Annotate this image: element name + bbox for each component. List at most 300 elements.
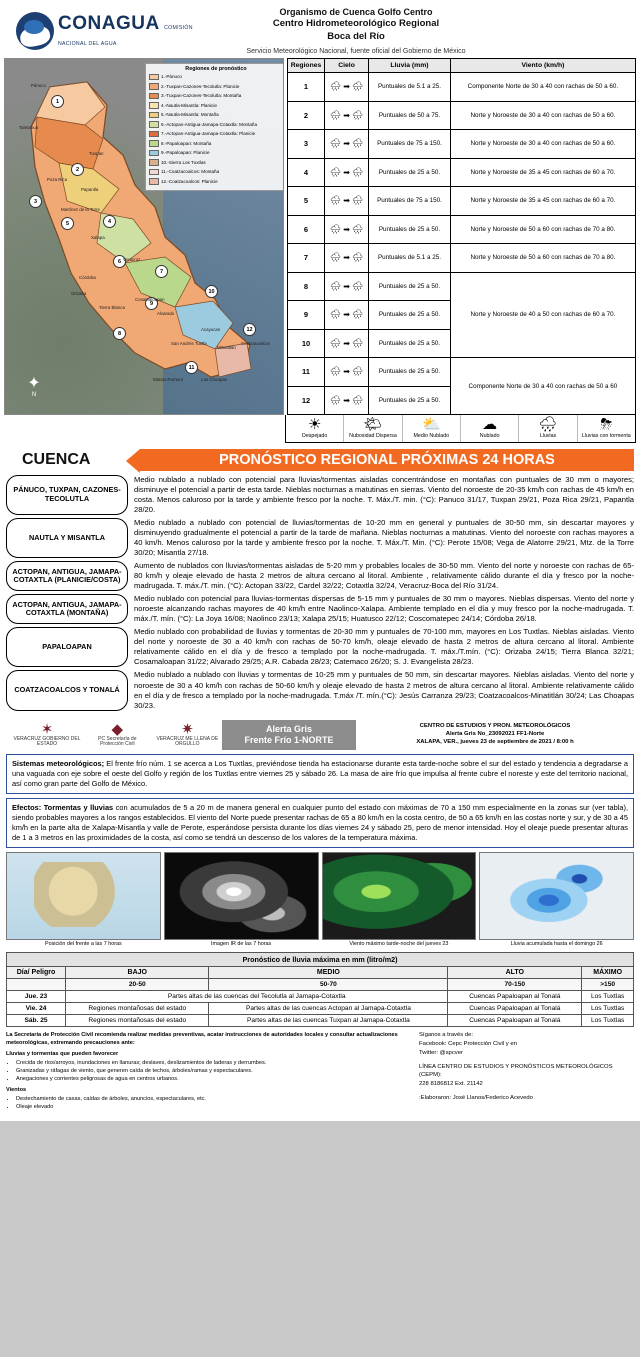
cell-lluvia: Puntuales de 5.1 a 25. xyxy=(369,73,451,102)
fh-maximo: MÁXIMO xyxy=(582,966,634,978)
table-row xyxy=(288,187,636,216)
satellite-image-strip xyxy=(0,852,640,950)
compass-rose-icon xyxy=(21,376,47,402)
cell-region: 6 xyxy=(288,215,325,244)
effects-paragraph xyxy=(6,798,634,848)
cell-lluvia: Puntuales de 25 a 50. xyxy=(369,301,451,330)
cell-cielo xyxy=(325,73,369,102)
city-label: Minatitlán xyxy=(217,345,236,351)
logo-label: VERACRUZ GOBIERNO DEL ESTADO xyxy=(13,735,81,748)
table-row xyxy=(288,215,636,244)
logo-subtitle: COMISIÓN NACIONAL DEL AGUA xyxy=(58,24,193,47)
cloud-rain-icon: 🌧 xyxy=(351,166,364,177)
arrow-right-icon: ➡ xyxy=(343,139,350,149)
map-zone-12: 12 xyxy=(243,323,256,336)
fh-day: Día/ Peligro xyxy=(7,966,66,978)
region-row xyxy=(6,627,634,667)
region-name: ACTOPAN, ANTIGUA, JAMAPA-COTAXTLA (MONTAÑA) xyxy=(6,594,128,624)
max-wind-map xyxy=(322,852,477,940)
conagua-logo-icon xyxy=(16,12,54,50)
cell-region: 8 xyxy=(288,272,325,301)
forecast-banner: PRONÓSTICO REGIONAL PRÓXIMAS 24 HORAS xyxy=(140,449,634,471)
cloud-rain-icon: 🌧 xyxy=(329,81,342,92)
city-label: Coatzacoalcos xyxy=(241,341,270,347)
bullet: • Granizadas y ráfagas de viento, que generen caída de techos, árboles/ramas y espectaculares. xyxy=(16,1067,411,1075)
forecast-day: Jue. 23 xyxy=(7,990,66,1002)
legend-swatch xyxy=(149,140,159,147)
cloud-rain-icon: 🌧 xyxy=(329,138,342,149)
map-zone-6: 6 xyxy=(113,255,126,268)
cloud-rain-icon: 🌧 xyxy=(329,166,342,177)
cell-cielo xyxy=(325,130,369,159)
cell-lluvia: Puntuales de 25 a 50. xyxy=(369,358,451,387)
alert-badge xyxy=(222,720,356,751)
forecast-regions-map xyxy=(4,58,284,415)
cell-region: 2 xyxy=(288,101,325,130)
region-row xyxy=(6,561,634,591)
image-accumulated-rain xyxy=(479,852,634,948)
cell-cielo xyxy=(325,244,369,273)
range-maximo: >150 xyxy=(582,978,634,990)
forecast-bajo: Partes altas de las cuencas del Tecolutla al Jamapa-Cotaxtla xyxy=(66,990,448,1002)
cell-viento: Norte y Noroeste de 50 a 60 con rachas de 70 a 80. xyxy=(450,244,635,273)
legend-item xyxy=(149,140,283,147)
alert-badge-line2: Frente Frío 1-NORTE xyxy=(244,734,334,745)
forecast-maximo: Los Tuxtlas xyxy=(582,1014,634,1026)
region-text: Medio nublado a nublado con lluvias y tormentas de 10-25 mm y puntuales de 50 mm, sin descartar mayores. Nieblas aisladas. Viento del norte y noroeste de 30 a 40 km/h con rachas de 50-60 km/h y oleaje elevado de hasta 2 metros de altura cercano al litoral. Ambiente relativamente cálido en el día y de fresco a templado por la noche-madrugada. T.máx /T. mín.(°C): Jesús Carranza 29/23; Coatzacoalcos-Minatitlán 30/24; Las Choapas 30/23. xyxy=(134,670,634,710)
government-logos xyxy=(6,722,222,748)
bullet: • Crecida de ríos/arroyos, inundaciones en llanuras; deslaves, deslizamientos de laderas y derrumbes. xyxy=(16,1059,411,1067)
legend-swatch xyxy=(149,178,159,185)
fh-bajo: BAJO xyxy=(66,966,209,978)
legend-item xyxy=(149,83,283,90)
fh-medio: MEDIO xyxy=(209,966,448,978)
cell-lluvia: Puntuales de 25 a 50. xyxy=(369,272,451,301)
rain-forecast-table xyxy=(6,952,634,1027)
cloud-rain-icon: 🌧 xyxy=(351,394,364,405)
legend-despejado xyxy=(286,415,344,442)
legend-label: 3.-Tuxpan-Cazones-Tecolutla: Montaña xyxy=(161,93,242,99)
top-section xyxy=(0,58,640,415)
arrow-right-icon: ➡ xyxy=(343,310,350,320)
th-viento: Viento (km/h) xyxy=(450,59,635,73)
legend-label: 2.-Tuxpan-Cazones-Tecolutla: Planicie xyxy=(161,83,240,89)
legend-swatch xyxy=(149,112,159,119)
cloud-rain-icon: 🌧 xyxy=(351,337,364,348)
cell-lluvia: Puntuales de 25 a 50. xyxy=(369,158,451,187)
legend-swatch xyxy=(149,74,159,81)
cell-lluvia: Puntuales de 25 a 50. xyxy=(369,215,451,244)
arrow-right-icon: ➡ xyxy=(343,224,350,234)
legend-item xyxy=(149,169,283,176)
arrow-right-icon: ➡ xyxy=(343,395,350,405)
table-row xyxy=(288,358,636,387)
region-name: PAPALOAPAN xyxy=(6,627,128,667)
city-label: Cosamaloapan xyxy=(135,297,165,303)
region-name: COATZACOALCOS Y TONALÁ xyxy=(6,670,128,710)
legend-caption: Lluvias con tormenta xyxy=(581,433,631,440)
map-zone-7: 7 xyxy=(155,265,168,278)
cloud-rain-icon: 🌧 xyxy=(329,252,342,263)
cell-cielo xyxy=(325,329,369,358)
legend-medio-nublado xyxy=(403,415,461,442)
wind-bullets xyxy=(16,1095,411,1111)
city-label: Matías Romero xyxy=(153,377,184,383)
region-row xyxy=(6,475,634,515)
cell-lluvia: Puntuales de 75 a 150. xyxy=(369,187,451,216)
table-row xyxy=(288,244,636,273)
forecast-bajo: Regiones montañosas del estado xyxy=(66,1002,209,1014)
legend-caption: Despejado xyxy=(302,433,328,440)
cloud-rain-icon: 🌧 xyxy=(351,138,364,149)
range-medio: 50-70 xyxy=(209,978,448,990)
authors: :Elaboraron: José Llanos/Federico Acevedo xyxy=(419,1095,533,1102)
cell-region: 1 xyxy=(288,73,325,102)
arrow-right-icon: ➡ xyxy=(343,110,350,120)
forecast-alto: Cuencas Papaloapan al Tonalá xyxy=(448,990,582,1002)
city-label: Acayucan xyxy=(201,327,221,333)
legend-item xyxy=(149,131,283,138)
range-bajo: 20-50 xyxy=(66,978,209,990)
forecast-day: Sáb. 25 xyxy=(7,1014,66,1026)
arrow-right-icon: ➡ xyxy=(343,253,350,263)
legend-label: 5.-Nautla-Misantla: Montaña xyxy=(161,112,219,118)
cloud-rain-icon: 🌧 xyxy=(329,223,342,234)
cell-region: 11 xyxy=(288,358,325,387)
cloud-rain-icon: 🌧 xyxy=(351,81,364,92)
systems-text: El frente frío núm. 1 se acerca a Los Tuxtlas, previéndose tienda ha estacionarse durante esta tarde-noche sobre el sur del estado y tendencia a degradarse a una vaguada con eje sobre el oeste del Golfo y región de los Tuxtlas entre viernes 25 y sábado 26. La masa de aire frío que impulsa al frente cubre el noreste y este del territorio nacional, así como gran parte del Golfo de México. xyxy=(12,759,628,789)
image-max-wind xyxy=(322,852,477,948)
city-label: Xalapa xyxy=(91,235,105,241)
legend-caption: Nubosidad Dispersa xyxy=(349,433,397,440)
arrow-right-icon: ➡ xyxy=(343,338,350,348)
cell-viento: Componente Norte de 30 a 40 con rachas de 50 a 60 xyxy=(450,358,635,415)
cell-lluvia: Puntuales de 5.1 a 25. xyxy=(369,244,451,273)
cloud-rain-icon: 🌧 xyxy=(329,337,342,348)
forecast-medio: Partes altas de las cuencas Tuxpan al Jamapa-Cotaxtla xyxy=(209,1014,448,1026)
city-label: Papantla xyxy=(81,187,99,193)
legend-caption: Medio Nublado xyxy=(413,433,450,440)
cell-cielo xyxy=(325,301,369,330)
legend-swatch xyxy=(149,93,159,100)
region-name: ACTOPAN, ANTIGUA, JAMAPA-COTAXTLA (PLANICIE/COSTA) xyxy=(6,561,128,591)
table-row xyxy=(288,101,636,130)
legend-nublado xyxy=(461,415,519,442)
map-legend xyxy=(145,63,284,191)
effects-text: con acumulados de 5 a 20 m de manera general en cualquier punto del estado con máximas de 70 a 150 mm especialmente en la zonas sur (ver tabla), siendo probables mayores a los rangos establecidos. El viento del Norte puede presentar rachas de 65 a 80 km/h en la costa centro, de 50 a 65 km/h en las costas norte y sur, y de 30 a 45 km/h en la parte alta de Xalapa-Misantla y valle de Perote, esperándose persista durante los días viernes 24 y sábado 25, pero de menor intensidad. Hoy el oleaje puede presentar alturas de 1 a 3 metros en las proximidades de la costa, así como se tendrá un descenso de los valores de la temperatura máxima. xyxy=(12,803,628,842)
page-header xyxy=(0,0,640,58)
legend-item xyxy=(149,93,283,100)
header-titles xyxy=(196,6,516,56)
legend-item xyxy=(149,178,283,185)
legend-lluvias-tormenta xyxy=(578,415,635,442)
cell-cielo xyxy=(325,358,369,387)
map-legend-title: Regiones de pronóstico xyxy=(185,66,247,73)
veracruz-orgullo-logo xyxy=(153,722,222,748)
table-row xyxy=(288,272,636,301)
star-icon: ✷ xyxy=(181,720,194,738)
regional-forecast-table xyxy=(287,58,636,415)
image-front-position xyxy=(6,852,161,948)
header-line-1: Organismo de Cuenca Golfo Centro xyxy=(279,7,433,17)
cell-region: 3 xyxy=(288,130,325,159)
cloud-rain-icon: 🌧 xyxy=(329,109,342,120)
region-text: Medio nublado a nublado con potencial para lluvias/tormentas aisladas concentrándose en montañas con puntuales de 30 mm o mayores; disminuye el potencial a partir de esta tarde. Nieblas nocturnas a matutinas en sierras. Viento del noroeste de 20-35 km/h con rachas de 45 km/h en costa. Menos caluroso por la tarde y ambiente fresco por la noche. T. Máx./T. min. (°C): Panuco 31/17, Tuxpan 29/21, Poza Rica 29/21, Papantla 28/20. xyxy=(134,475,634,515)
cloud-rain-icon: 🌧 xyxy=(351,223,364,234)
cell-viento: Norte y Noroeste de 50 a 60 con rachas de 70 a 80. xyxy=(450,215,635,244)
cell-cielo xyxy=(325,158,369,187)
forecast-row xyxy=(7,1014,634,1026)
city-label: San Andrés Tuxtla xyxy=(171,341,207,347)
city-label: Martínez de la Torre xyxy=(61,207,100,213)
map-zone-9: 9 xyxy=(145,297,158,310)
table-header-row xyxy=(288,59,636,73)
city-label: Veracruz xyxy=(123,257,141,263)
th-lluvia: Lluvia (mm) xyxy=(369,59,451,73)
city-label: Alvarado xyxy=(157,311,175,317)
table-row xyxy=(288,158,636,187)
legend-item xyxy=(149,150,283,157)
image-caption: Posición del frente a las 7 horas xyxy=(45,940,122,947)
region-name: PÁNUCO, TUXPAN, CAZONES-TECOLUTLA xyxy=(6,475,128,515)
table-row xyxy=(288,130,636,159)
cloud-rain-icon: 🌧 xyxy=(329,366,342,377)
cloud-rain-icon: 🌧 xyxy=(351,366,364,377)
alert-info-line3: XALAPA, VER., jueves 23 de septiembre de 2021 / 8:00 h xyxy=(416,738,574,745)
forecast-day: Vie. 24 xyxy=(7,1002,66,1014)
bullet: • Oleaje elevado xyxy=(16,1103,411,1111)
region-row xyxy=(6,670,634,710)
map-zone-3: 3 xyxy=(29,195,42,208)
legend-swatch xyxy=(149,159,159,166)
proteccion-civil-logo xyxy=(88,722,147,748)
arrow-right-icon: ➡ xyxy=(343,167,350,177)
cell-viento: Norte y Noroeste de 35 a 45 con rachas de 60 a 70. xyxy=(450,158,635,187)
rain-icon: 🌧 xyxy=(538,416,558,434)
legend-caption: Nublado xyxy=(479,433,500,440)
map-zone-5: 5 xyxy=(61,217,74,230)
cloud-rain-icon: 🌧 xyxy=(351,280,364,291)
cell-region: 12 xyxy=(288,386,325,415)
cell-cielo xyxy=(325,215,369,244)
shield-icon: ◆ xyxy=(111,720,124,738)
cell-viento: Norte y Noroeste de 35 a 45 con rachas de 60 a 70. xyxy=(450,187,635,216)
alert-info xyxy=(356,723,634,747)
cell-region: 10 xyxy=(288,329,325,358)
forecast-alto: Cuencas Papaloapan al Tonalá xyxy=(448,1014,582,1026)
thunderstorm-icon: ⛈ xyxy=(600,416,613,434)
cloud-rain-icon: 🌧 xyxy=(329,280,342,291)
cloud-rain-icon: 🌧 xyxy=(351,309,364,320)
alert-strip xyxy=(0,718,640,755)
systems-paragraph xyxy=(6,754,634,794)
legend-lluvias xyxy=(519,415,577,442)
arrow-right-icon: ➡ xyxy=(343,367,350,377)
region-text: Medio nublado con probabilidad de lluvias y tormentas de 20-30 mm y puntuales de 70-100 mm, mayores en Los Tuxtlas. Nieblas aisladas. Viento del norte y noroeste de 30 a 40 km/h con rachas de 50-70 km/h, oleaje elevado de hasta 2 metros de altura cercano al litoral. Ambiente relativamente cálido en el día y de fresco a templado por la noche-madrugada. T. máx./T.mín. (°C): Orizaba 24/15; Tierra Blanca 32/21; Cosamaloapan 31/22; Alvarado 29/25; A.R. Cabada 28/23; Catemaco 26/20; S. J. Evangelista 28/23. xyxy=(134,627,634,667)
arrow-right-icon: ➡ xyxy=(343,196,350,206)
legend-item xyxy=(149,74,283,81)
legend-label: 10.-Sierra Los Tuxtlas xyxy=(161,159,206,165)
cell-region: 4 xyxy=(288,158,325,187)
bullet: • Destechamiento de casas, caídas de árboles, anuncios, espectaculares, etc. xyxy=(16,1095,411,1103)
region-text: Medio nublado con potencial para lluvias-tormentas dispersas de 5-15 mm y puntuales de 30 mm o mayores. Nieblas dispersas. Viento del norte y noroeste alcanzando rachas mayores de 40 km/h entre Naolinco-Xalapa. Ambiente templado en el día y muy fresco por la noche-madrugada. T. máx./T. mín. (°C): La Joya 16/08; Naolinco 23/13; Xalapa 25/15; Huatusco 22/12; Coscomatepec 24/14; Córdoba 26/18. xyxy=(134,594,634,624)
legend-item xyxy=(149,121,283,128)
range-alto: 70-150 xyxy=(448,978,582,990)
alert-info-line2: Alerta Gris No_23092021 FF1-Norte xyxy=(445,730,545,737)
region-row xyxy=(6,594,634,624)
legend-swatch xyxy=(149,83,159,90)
cloud-icon: ☁ xyxy=(482,416,498,434)
city-label: Orizaba xyxy=(71,291,87,297)
cepm-phone: 228 8186812 Ext. 21142 xyxy=(419,1081,483,1088)
contact-block xyxy=(419,1031,634,1113)
city-label: Tamiahua xyxy=(19,125,39,131)
cell-cielo xyxy=(325,101,369,130)
legend-nubosidad-dispersa xyxy=(344,415,402,442)
rain-bullets xyxy=(16,1059,411,1083)
image-caption: Viento máximo tarde-noche del jueves 23 xyxy=(349,940,449,947)
legend-swatch xyxy=(149,169,159,176)
legend-label: 6.-Actopan-Antigua-Jamapa-Cotaxtla: Montaña xyxy=(161,121,258,127)
cloud-rain-icon: 🌧 xyxy=(329,309,342,320)
forecast-title: Pronóstico de lluvia máxima en mm (litro/m2) xyxy=(7,952,634,966)
forecast-medio: Partes altas de las cuencas Actopan al Jamapa-Cotaxtla xyxy=(209,1002,448,1014)
legend-caption: Lluvias xyxy=(539,433,557,440)
legend-item xyxy=(149,112,283,119)
fh-alto: ALTO xyxy=(448,966,582,978)
logo-label: VERACRUZ ME LLENA DE ORGULLO xyxy=(156,735,219,748)
partly-cloudy-icon: ⛅ xyxy=(421,416,441,434)
forecast-range-row xyxy=(7,978,634,990)
cloud-rain-icon: 🌧 xyxy=(329,195,342,206)
table-row xyxy=(288,73,636,102)
legend-label: 7.-Actopan-Antigua-Jamapa-Cotaxtla: Planicie xyxy=(161,131,256,137)
map-zone-4: 4 xyxy=(103,215,116,228)
alert-info-line1: CENTRO DE ESTUDIOS Y PRON. METEOROLÓGICOS xyxy=(419,722,571,729)
region-row xyxy=(6,518,634,558)
ir-satellite-image xyxy=(164,852,319,940)
city-label: Poza Rica xyxy=(47,177,68,183)
compass-north-label: N xyxy=(31,392,37,399)
page-footer xyxy=(0,1027,640,1121)
city-label: Córdoba xyxy=(79,275,96,281)
bullet: • Anegaciones y corrientes peligrosas de agua en centros urbanos. xyxy=(16,1075,411,1083)
cell-region: 5 xyxy=(288,187,325,216)
cloud-rain-icon: 🌧 xyxy=(351,109,364,120)
cell-cielo xyxy=(325,187,369,216)
sun-icon: ☀ xyxy=(307,416,322,434)
compass-star-icon: ✦ xyxy=(27,375,41,393)
forecast-title-row xyxy=(7,952,634,966)
th-cielo: Cielo xyxy=(325,59,369,73)
map-zone-11: 11 xyxy=(185,361,198,374)
effects-label: Efectos: Tormentas y lluvias xyxy=(12,803,114,812)
legend-label: 4.-Nautla-Misantla: Planicie xyxy=(161,102,217,108)
forecast-alto: Cuencas Papaloapan al Tonalá xyxy=(448,1002,582,1014)
legend-swatch xyxy=(149,102,159,109)
image-caption: Lluvia acumulada hasta el domingo 26 xyxy=(510,940,603,947)
region-text: Medio nublado a nublado con potencial de lluvias/tormentas de 10-20 mm en general y puntuales de 30-50 mm, sin descartar mayores y disminuyendo gradualmente el potencial a partir de la tarde de mañana. Nieblas nocturnas a matutinas. Viento del noroeste con rachas mayores a 40 km/h. Menos caluroso por la tarde y ambiente fresco por la noche. T. Máx./T. Min. (°C): Perote 15/08; Vega de Alatorre 29/21, Mtz. de la Torre 30/20; Misantla 27/18. xyxy=(134,518,634,558)
follow-label: Síganos a través de: xyxy=(419,1031,474,1038)
legend-label: 11.-Coatzacoalcos: Montaña xyxy=(161,169,220,175)
cell-region: 9 xyxy=(288,301,325,330)
facebook-link[interactable]: Facebook: Cepc Protección Civil y en xyxy=(419,1040,517,1047)
cell-viento: Componente Norte de 30 a 40 con rachas de 50 a 60. xyxy=(450,73,635,102)
legend-item xyxy=(149,159,283,166)
recommendations xyxy=(6,1031,411,1113)
city-label: Tierra Blanca xyxy=(99,305,125,311)
alert-badge-line1: Alerta Gris xyxy=(265,723,313,734)
cell-viento: Norte y Noroeste de 30 a 40 con rachas de 50 a 60. xyxy=(450,130,635,159)
cell-lluvia: Puntuales de 25 a 50. xyxy=(369,329,451,358)
forecast-maximo: Los Tuxtlas xyxy=(582,1002,634,1014)
cell-cielo xyxy=(325,272,369,301)
map-zone-1: 1 xyxy=(51,95,64,108)
cell-lluvia: Puntuales de 75 a 150. xyxy=(369,130,451,159)
section-header xyxy=(0,443,640,473)
image-caption: Imagen IR de las 7 horas xyxy=(211,940,272,947)
cell-lluvia: Puntuales de 25 a 50. xyxy=(369,386,451,415)
header-line-4: Servicio Meteorológico Nacional, fuente oficial del Gobierno de México xyxy=(246,47,466,55)
forecast-row xyxy=(7,990,634,1002)
cell-viento: Norte y Noroeste de 40 a 50 con rachas de 60 a 70. xyxy=(450,272,635,358)
eagle-icon: ✶ xyxy=(40,720,54,738)
city-label: Pánuco xyxy=(31,83,46,89)
cuenca-label: CUENCA xyxy=(22,451,91,469)
sky-icon-legend xyxy=(285,415,636,443)
rain-subtitle: Lluvias y tormentas que pueden favorecer xyxy=(6,1051,119,1058)
th-regiones: Regiones xyxy=(288,59,325,73)
region-name: NAUTLA Y MISANTLA xyxy=(6,518,128,558)
forecast-maximo: Los Tuxtlas xyxy=(582,990,634,1002)
region-descriptions xyxy=(0,473,640,717)
front-position-map xyxy=(6,852,161,940)
map-zone-8: 8 xyxy=(113,327,126,340)
cell-viento: Norte y Noroeste de 30 a 40 con rachas de 50 a 60. xyxy=(450,101,635,130)
cloud-rain-icon: 🌧 xyxy=(351,252,364,263)
cepm-line-1: LÍNEA CENTRO DE ESTUDIOS Y PRONÓSTICOS METEOROLÓGICOS (CEPM): xyxy=(419,1063,613,1079)
twitter-link[interactable]: Twitter: @spcver xyxy=(419,1049,463,1056)
recommendations-title: La Secretaría de Protección Civil recomienda realizar medidas preventivas, acatar instrucciones de autoridades locales y consultar actualizaciones meteorológicas, extremando precauciones ante: xyxy=(6,1031,398,1047)
cell-lluvia: Puntuales de 50 a 75. xyxy=(369,101,451,130)
systems-label: Sistemas meteorológicos; xyxy=(12,759,105,769)
range-empty xyxy=(7,978,66,990)
conagua-logo xyxy=(4,12,196,50)
forecast-bajo: Regiones montañosas del estado xyxy=(66,1014,209,1026)
cloud-rain-icon: 🌧 xyxy=(351,195,364,206)
veracruz-gov-logo xyxy=(12,722,82,748)
city-label: Tuxpan xyxy=(89,151,104,157)
arrow-right-icon: ➡ xyxy=(343,82,350,92)
header-line-3: Boca del Río xyxy=(327,30,385,42)
sky-icon-legend-wrap xyxy=(0,415,640,443)
legend-label: 12.-Coatzacoalcos: Planicie xyxy=(161,178,218,184)
legend-label: 8.-Papaloapan: Montaña xyxy=(161,140,212,146)
legend-label: 9.-Papaloapan: Planicie xyxy=(161,150,210,156)
map-zone-2: 2 xyxy=(71,163,84,176)
header-line-2: Centro Hidrometeorológico Regional xyxy=(272,18,440,30)
legend-label: 1.-Pánuco xyxy=(161,74,182,80)
legend-swatch xyxy=(149,121,159,128)
city-label: Las Choapas xyxy=(201,377,227,383)
arrow-right-icon: ➡ xyxy=(343,281,350,291)
legend-swatch xyxy=(149,131,159,138)
forecast-row xyxy=(7,1002,634,1014)
legend-swatch xyxy=(149,150,159,157)
legend-item xyxy=(149,102,283,109)
accumulated-rain-map xyxy=(479,852,634,940)
region-text: Aumento de nublados con lluvias/tormentas aisladas de 5-20 mm y probables locales de 30-50 mm. Viento del norte y noroeste con rachas de 65-80 km/h y oleaje elevado de hasta 2 metros de altura cercano al litoral. Ambiente , relativamente cálido durante el día y fresco por la noche-madrugada. T. máx./T. min. (°C): Actopan 33/22, Cardel 32/22; Cotaxtla 32/24, Veracruz-Boca del Río 31/24. xyxy=(134,561,634,591)
